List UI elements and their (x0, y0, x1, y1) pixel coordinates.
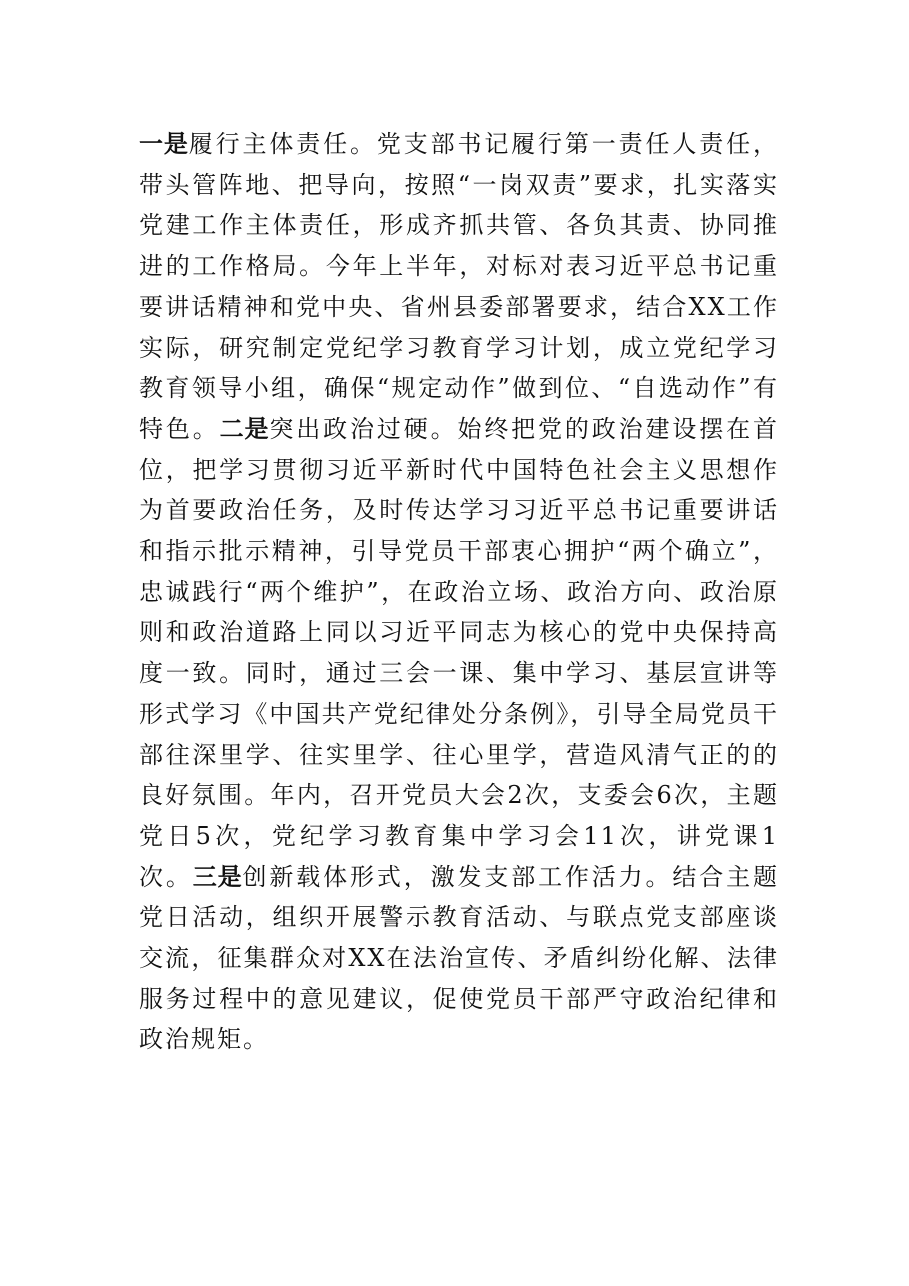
body-paragraph (139, 124, 779, 1060)
point-three-lead: 三是 (192, 861, 243, 891)
point-two-lead: 二是 (219, 413, 270, 443)
point-two-text: 突出政治过硬。始终把党的政治建设摆在首位，把学习贯彻习近平新时代中国特色社会主义思想作为首要政治任务，及时传达学习习近平总书记重要讲话和指示批示精神，引导党员干部衷心拥护“两个确立”，忠诚践行“两个维护”，在政治立场、政治方向、政治原则和政治道路上同以习近平同志为核心的党中央保持高度一致。同时，通过三会一课、集中学习、基层宣讲等形式学习《中国共产党纪律处分条例》，引导全局党员干部往深里学、往实里学、往心里学，营造风清气正的的良好氛围。年内，召开党员大会2次，支委会6次，主题党日5次，党纪学习教育集中学习会11次，讲党课1次。 (139, 414, 780, 891)
point-one-lead: 一是 (139, 129, 189, 158)
point-one-text: 履行主体责任。党支部书记履行第一责任人责任，带头管阵地、把导向，按照“一岗双责”要求，扎实落实党建工作主体责任，形成齐抓共管、各负其责、协同推进的工作格局。今年上半年，对标对表习近平总书记重要讲话精神和党中央、省州县委部署要求，结合XX工作实际，研究制定党纪学习教育学习计划，成立党纪学习教育领导小组，确保“规定动作”做到位、“自选动作”有特色。 (139, 130, 780, 443)
point-three-text: 创新载体形式，激发支部工作活力。结合主题党日活动，组织开展警示教育活动、与联点党支部座谈交流，征集群众对XX在法治宣传、矛盾纠纷化解、法律服务过程中的意见建议，促使党员干部严守政治纪律和政治规矩。 (139, 862, 780, 1054)
